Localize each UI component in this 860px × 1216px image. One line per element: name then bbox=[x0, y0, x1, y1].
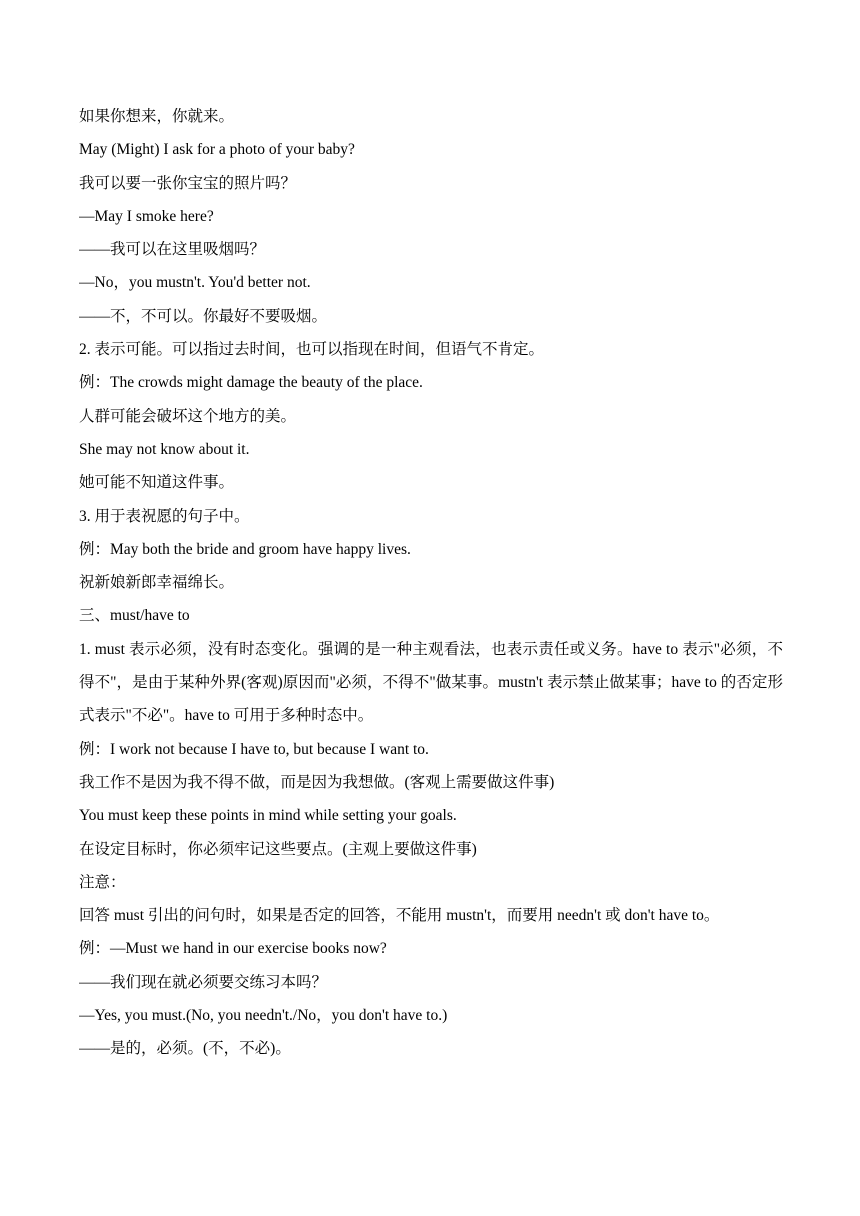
text-line: 人群可能会破坏这个地方的美。 bbox=[79, 407, 297, 425]
section-heading: 3. 用于表祝愿的句子中。 bbox=[79, 507, 250, 525]
text-line: 她可能不知道这件事。 bbox=[79, 474, 235, 492]
section-title: 三、must/have to bbox=[79, 607, 190, 625]
text-line: 在设定目标时，你必须牢记这些要点。(主观上要做这件事) bbox=[79, 840, 477, 858]
text-line: You must keep these points in mind while setting your goals. bbox=[79, 807, 457, 825]
text-line: 祝新娘新郎幸福绵长。 bbox=[79, 574, 235, 592]
text-line: 我可以要一张你宝宝的照片吗？ bbox=[79, 174, 297, 192]
section-heading: 2. 表示可能。可以指过去时间，也可以指现在时间，但语气不肯定。 bbox=[79, 341, 545, 359]
text-line: She may not know about it. bbox=[79, 440, 250, 458]
text-line: ——是的，必须。(不，不必)。 bbox=[79, 1040, 291, 1058]
paragraph-must-have-to: 1. must 表示必须，没有时态变化。强调的是一种主观看法，也表示责任或义务。have to 表示"必须，不得不"，是由于某种外界(客观)原因而"必须，不得不"做某事。mustn't 表示禁止做某事；have to 的否定形式表示"不必"。have to 可用于多种时态中。 bbox=[79, 640, 783, 725]
text-line: 例：—Must we hand in our exercise books now? bbox=[79, 940, 387, 958]
document-body bbox=[79, 100, 783, 1066]
text-line: 我工作不是因为我不得不做，而是因为我想做。(客观上需要做这件事) bbox=[79, 773, 555, 791]
note-label: 注意： bbox=[79, 873, 126, 891]
text-line: ——我可以在这里吸烟吗？ bbox=[79, 241, 266, 259]
paragraph-note: 回答 must 引出的问句时，如果是否定的回答，不能用 mustn't，而要用 needn't 或 don't have to。 bbox=[79, 907, 720, 925]
text-line: 例：May both the bride and groom have happy lives. bbox=[79, 540, 411, 558]
text-line: 例：The crowds might damage the beauty of the place. bbox=[79, 374, 423, 392]
text-line: —Yes, you must.(No, you needn't./No，you don't have to.) bbox=[79, 1007, 448, 1025]
text-line: —No，you mustn't. You'd better not. bbox=[79, 274, 311, 292]
text-line: —May I smoke here? bbox=[79, 207, 214, 225]
text-line: ——我们现在就必须要交练习本吗？ bbox=[79, 973, 328, 991]
text-line: May (Might) I ask for a photo of your baby? bbox=[79, 141, 355, 159]
text-line: ——不，不可以。你最好不要吸烟。 bbox=[79, 307, 328, 325]
text-line: 例：I work not because I have to, but because I want to. bbox=[79, 740, 429, 758]
text-line: 如果你想来，你就来。 bbox=[79, 108, 235, 125]
